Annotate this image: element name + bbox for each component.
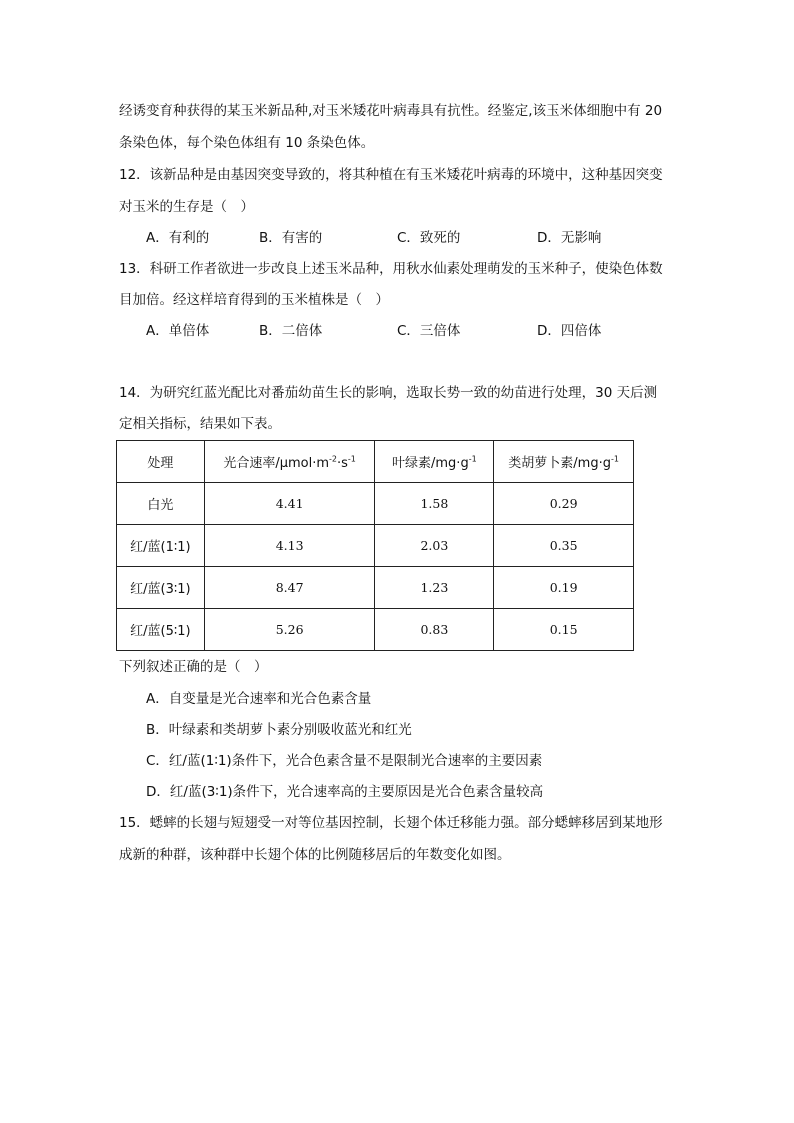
q14-question: 下列叙述正确的是（ ） <box>119 659 268 675</box>
header-chlorophyll-exp: -1 <box>468 454 477 464</box>
q14-option-b: B．叶绿素和类胡萝卜素分别吸收蓝光和红光 <box>146 722 412 738</box>
results-table <box>116 440 634 651</box>
table-cell-treatment: 红/蓝(1∶1) <box>117 525 205 567</box>
header-photosynthetic-rate-exp2: -1 <box>347 454 356 464</box>
header-chlorophyll-label: 叶绿素/mg·g <box>392 456 469 471</box>
q12-option-b: B．有害的 <box>259 230 323 246</box>
header-photosynthetic-rate <box>204 441 375 483</box>
header-treatment: 处理 <box>117 441 205 483</box>
q13-option-a: A．单倍体 <box>146 323 210 339</box>
table-cell-photosynthetic-rate: 5.26 <box>204 609 375 651</box>
intro-line-2: 条染色体，每个染色体组有 10 条染色体。 <box>119 135 375 151</box>
header-photosynthetic-rate-exp1: -2 <box>329 454 338 464</box>
q12-option-d: D．无影响 <box>537 230 602 246</box>
table-cell-carotenoid: 0.35 <box>494 525 634 567</box>
header-carotenoid-label: 类胡萝卜素/mg·g <box>508 456 611 471</box>
table-header-row <box>117 441 634 483</box>
q15-stem-line-2: 成新的种群，该种群中长翅个体的比例随移居后的年数变化如图。 <box>119 847 511 863</box>
q14-option-c: C．红/蓝(1∶1)条件下，光合色素含量不是限制光合速率的主要因素 <box>146 753 543 769</box>
table-cell-chlorophyll: 1.23 <box>375 567 494 609</box>
header-carotenoid-exp: -1 <box>610 454 619 464</box>
table-cell-chlorophyll: 2.03 <box>375 525 494 567</box>
header-photosynthetic-rate-unit: ·s <box>337 456 348 471</box>
table-row <box>117 483 634 525</box>
table-cell-chlorophyll: 1.58 <box>375 483 494 525</box>
q13-stem-line-1: 13．科研工作者欲进一步改良上述玉米品种，用秋水仙素处理萌发的玉米种子，使染色体数 <box>119 261 663 277</box>
q13-stem-line-2: 目加倍。经这样培育得到的玉米植株是（ ） <box>119 292 389 308</box>
table-row <box>117 525 634 567</box>
q12-option-c: C．致死的 <box>397 230 461 246</box>
table-cell-chlorophyll: 0.83 <box>375 609 494 651</box>
q14-stem-line-2: 定相关指标，结果如下表。 <box>119 416 281 432</box>
q13-option-b: B．二倍体 <box>259 323 323 339</box>
table-row <box>117 609 634 651</box>
table-cell-treatment: 红/蓝(5∶1) <box>117 609 205 651</box>
header-photosynthetic-rate-label: 光合速率/μmol·m <box>223 456 330 471</box>
table-cell-carotenoid: 0.19 <box>494 567 634 609</box>
q14-stem-line-1: 14．为研究红蓝光配比对番茄幼苗生长的影响，选取长势一致的幼苗进行处理，30 天后测 <box>119 385 658 401</box>
table-cell-carotenoid: 0.15 <box>494 609 634 651</box>
q14-option-a: A．自变量是光合速率和光合色素含量 <box>146 691 372 707</box>
table-cell-photosynthetic-rate: 8.47 <box>204 567 375 609</box>
table-cell-treatment: 白光 <box>117 483 205 525</box>
table-cell-photosynthetic-rate: 4.41 <box>204 483 375 525</box>
table-cell-photosynthetic-rate: 4.13 <box>204 525 375 567</box>
q13-option-c: C．三倍体 <box>397 323 461 339</box>
table-cell-treatment: 红/蓝(3∶1) <box>117 567 205 609</box>
q12-option-a: A．有利的 <box>146 230 210 246</box>
q13-option-d: D．四倍体 <box>537 323 602 339</box>
q12-stem-line-1: 12．该新品种是由基因突变导致的，将其种植在有玉米矮花叶病毒的环境中，这种基因突变 <box>119 167 663 183</box>
table-row <box>117 567 634 609</box>
intro-line-1: 经诱变育种获得的某玉米新品种,对玉米矮花叶病毒具有抗性。经鉴定,该玉米体细胞中有 20 <box>119 103 663 119</box>
q15-stem-line-1: 15．蟋蟀的长翅与短翅受一对等位基因控制，长翅个体迁移能力强。部分蟋蟀移居到某地形 <box>119 815 663 831</box>
q14-option-d: D．红/蓝(3∶1)条件下，光合速率高的主要原因是光合色素含量较高 <box>146 784 544 800</box>
header-chlorophyll <box>375 441 494 483</box>
q12-stem-line-2: 对玉米的生存是（ ） <box>119 199 254 215</box>
table-cell-carotenoid: 0.29 <box>494 483 634 525</box>
header-carotenoid <box>494 441 634 483</box>
